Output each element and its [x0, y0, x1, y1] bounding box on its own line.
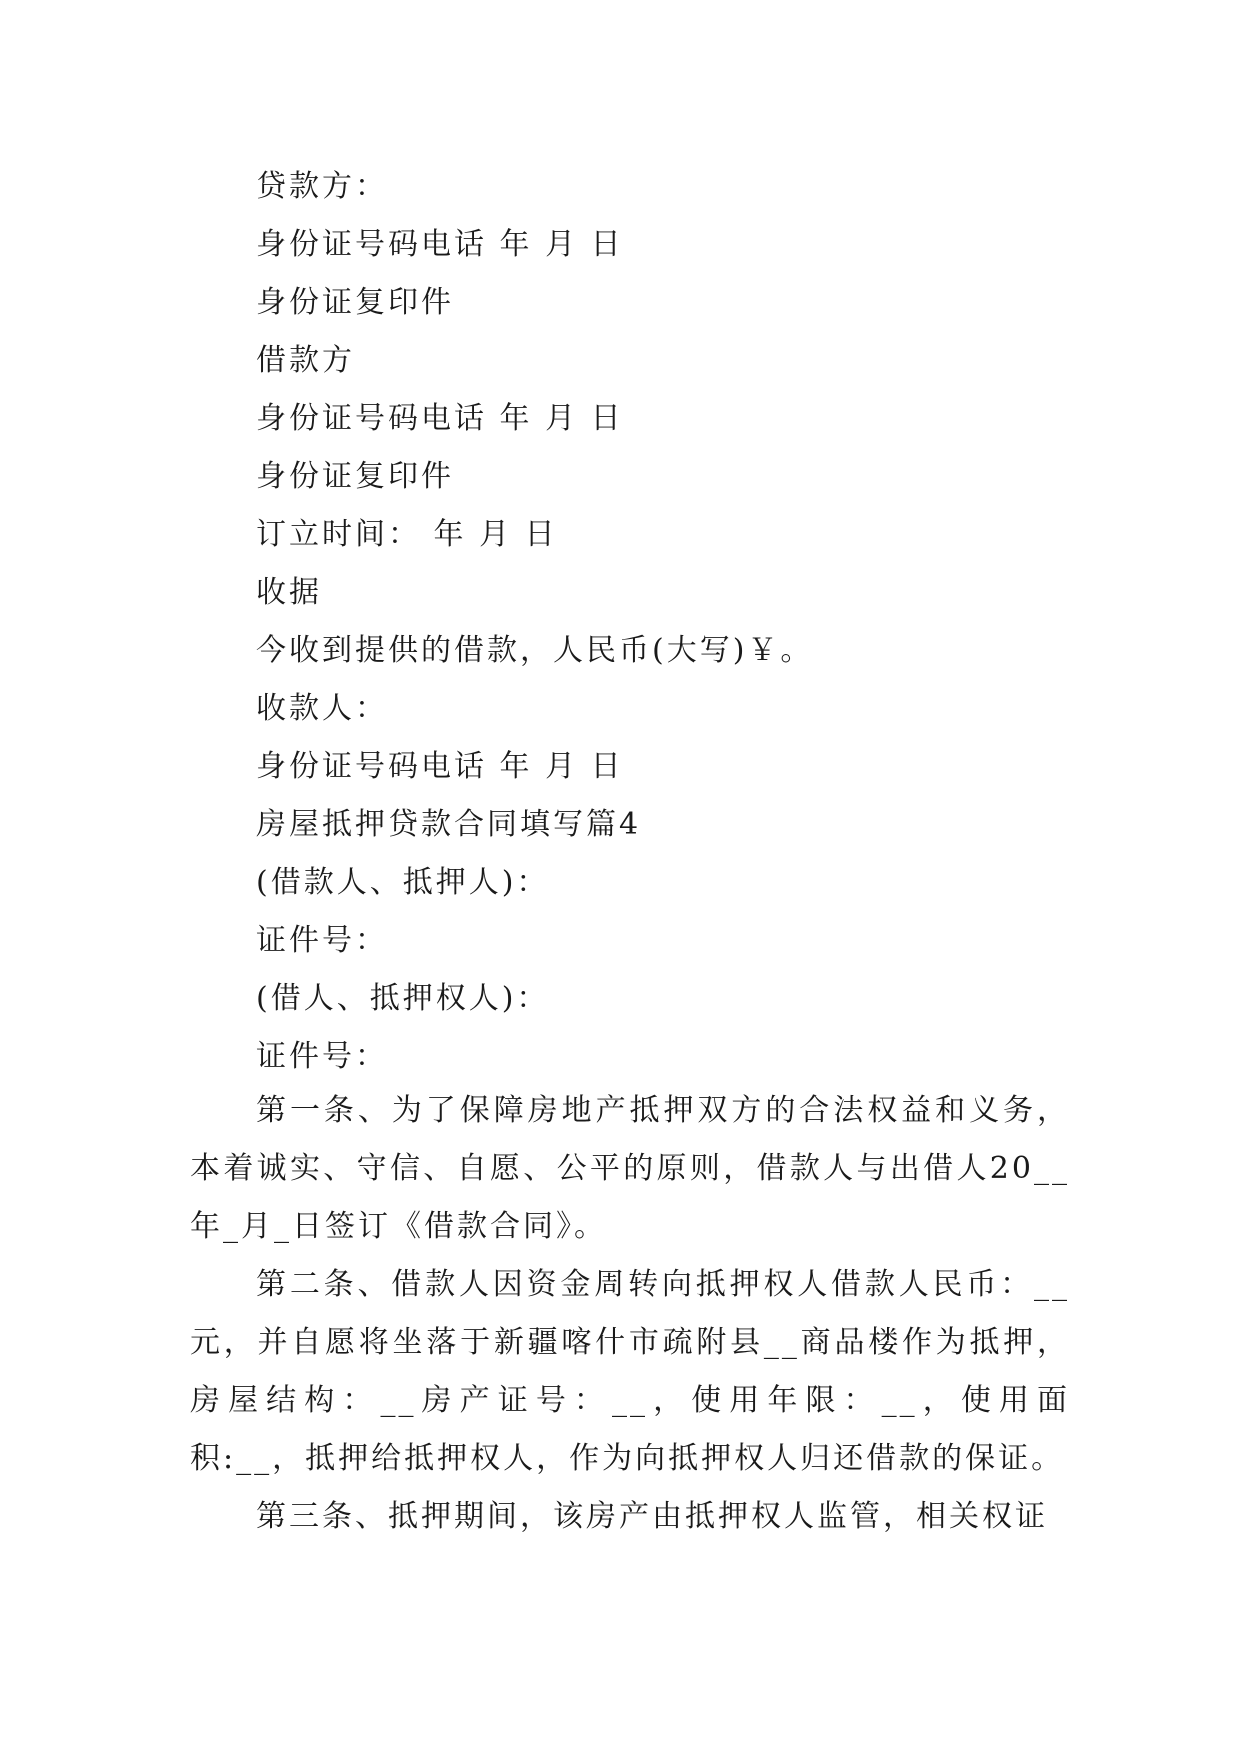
lender-label: 贷款方： [256, 169, 388, 204]
signing-date: 订立时间： 年 月 日 [256, 517, 558, 552]
receipt-heading: 收据 [256, 575, 322, 610]
mortgagee-id-label: 证件号： [256, 1039, 388, 1074]
payee-id-phone-date: 身份证号码电话 年 月 日 [256, 749, 624, 784]
borrower-id-phone-date: 身份证号码电话 年 月 日 [256, 401, 624, 436]
article-3: 第三条、抵押期间，该房产由抵押权人监管，相关权证 [256, 1499, 1048, 1534]
article-1: 第一条、为了保障房地产抵押双方的合法权益和义务，本着诚实、守信、自愿、公平的原则，借款人与出借人20__年_月_日签订《借款合同》。 [190, 1093, 1070, 1244]
mortgagor-id-label: 证件号： [256, 923, 388, 958]
lender-id-copy: 身份证复印件 [256, 285, 454, 320]
section-title: 房屋抵押贷款合同填写篇4 [256, 807, 642, 842]
article-2: 第二条、借款人因资金周转向抵押权人借款人民币：__元，并自愿将坐落于新疆喀什市疏附县__商品楼作为抵押，房屋结构：__房产证号：__，使用年限：__，使用面积:__，抵押给抵押权人，作为向抵押权人归还借款的保证。 [190, 1267, 1070, 1476]
mortgagor-label: (借款人、抵押人)： [256, 865, 550, 900]
mortgagee-label: (借人、抵押权人)： [256, 981, 550, 1016]
payee-label: 收款人： [256, 691, 388, 726]
receipt-statement: 今收到提供的借款，人民币(大写)￥。 [256, 633, 814, 668]
borrower-label: 借款方 [256, 343, 355, 378]
lender-id-phone-date: 身份证号码电话 年 月 日 [256, 227, 624, 262]
borrower-id-copy: 身份证复印件 [256, 459, 454, 494]
